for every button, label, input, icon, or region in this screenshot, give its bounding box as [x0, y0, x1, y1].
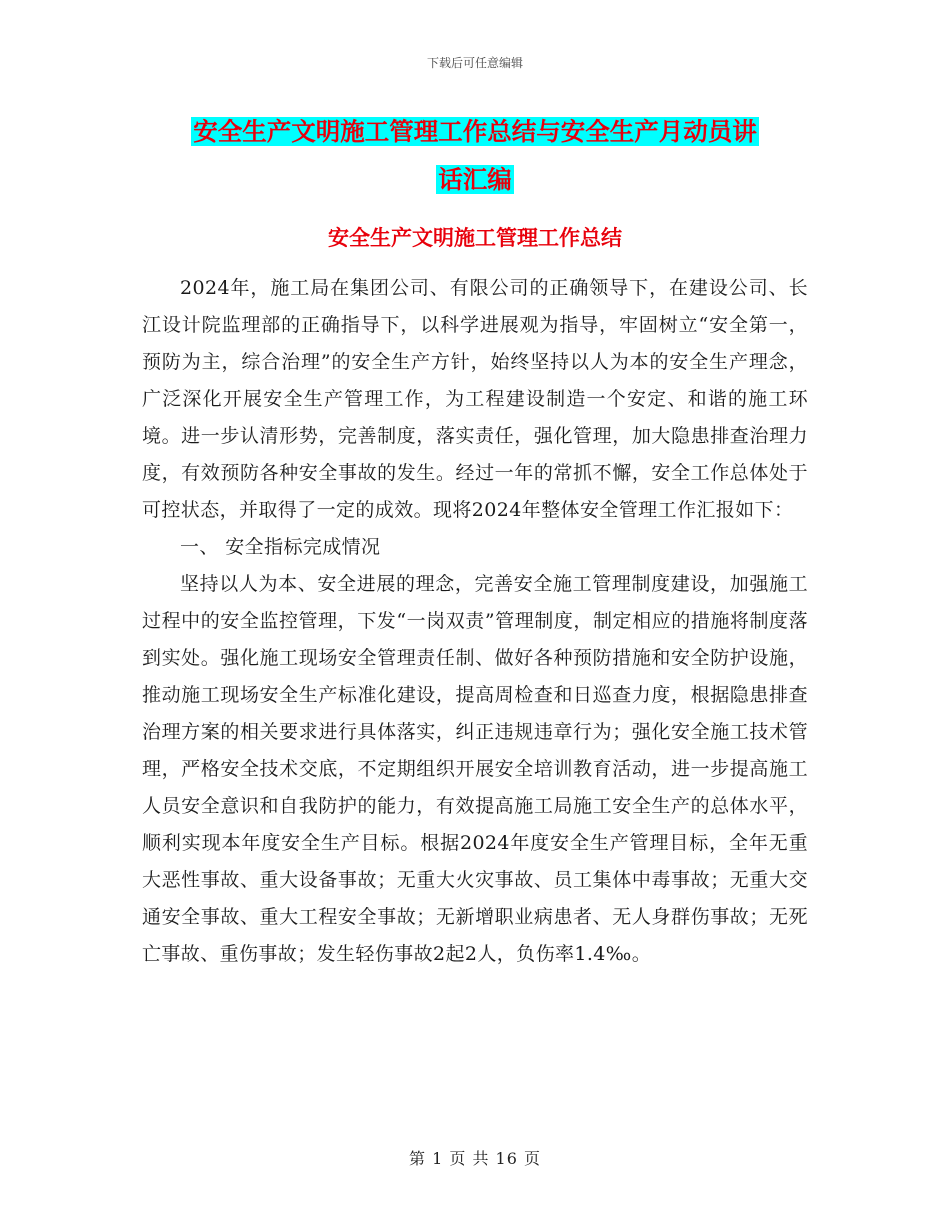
document-title-line-2: 话汇编: [438, 165, 512, 194]
section-title: 安全生产文明施工管理工作总结: [328, 226, 622, 250]
document-body: [142, 270, 808, 973]
document-title: [140, 108, 810, 204]
paragraph-safety-targets: 坚持以人为本、安全进展的理念，完善安全施工管理制度建设，加强施工过程中的安全监控管理，下发“一岗双责”管理制度，制定相应的措施将制度落到实处。强化施工现场安全管理责任制、做好各种预防措施和安全防护设施，推动施工现场安全生产标准化建设，提高周检查和日巡查力度，根据隐患排查治理方案的相关要求进行具体落实，纠正违规违章行为；强化安全施工技术管理，严格安全技术交底，不定期组织开展安全培训教育活动，进一步提高施工人员安全意识和自我防护的能力，有效提高施工局施工安全生产的总体水平，顺利实现本年度安全生产目标。根据2024年度安全生产管理目标，全年无重大恶性事故、重大设备事故；无重大火灾事故、员工集体中毒事故；无重大交通安全事故、重大工程安全事故；无新增职业病患者、无人身群伤事故；无死亡事故、重伤事故；发生轻伤事故2起2人，负伤率1.4‰。: [142, 573, 808, 965]
paragraph-intro: 2024年，施工局在集团公司、有限公司的正确领导下，在建设公司、长江设计院监理部的正确指导下，以科学进展观为指导，牢固树立“安全第一，预防为主，综合治理”的安全生产方针，始终坚持以人为本的安全生产理念，广泛深化开展安全生产管理工作，为工程建设制造一个安定、和谐的施工环境。进一步认清形势，完善制度，落实责任，强化管理，加大隐患排查治理力度，有效预防各种安全事故的发生。经过一年的常抓不懈，安全工作总体处于可控状态，并取得了一定的成效。现将2024年整体安全管理工作汇报如下：: [142, 277, 808, 521]
page-number-footer: 第 1 页 共 16 页: [409, 1149, 541, 1168]
subsection-heading: 一、 安全指标完成情况: [180, 536, 381, 558]
document-title-line-1: 安全生产文明施工管理工作总结与安全生产月动员讲: [193, 117, 757, 146]
page-header-note: 下载后可任意编辑: [426, 56, 523, 70]
